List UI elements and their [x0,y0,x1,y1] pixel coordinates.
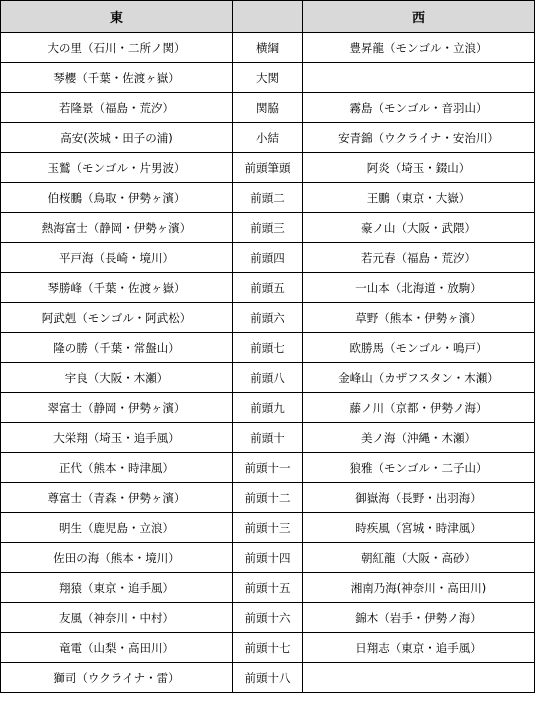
table-row [1,183,535,213]
west-wrestler-cell: 湘南乃海(神奈川・高田川) [303,573,535,603]
east-wrestler-cell: 獅司（ウクライナ・雷） [1,663,233,693]
rank-cell: 前頭十五 [233,573,303,603]
table-row [1,423,535,453]
rank-cell: 前頭十八 [233,663,303,693]
west-wrestler-cell: 豪ノ山（大阪・武隈） [303,213,535,243]
table-row [1,543,535,573]
rank-cell: 前頭筆頭 [233,153,303,183]
rank-cell: 前頭五 [233,273,303,303]
east-wrestler-cell: 玉鷲（モンゴル・片男波） [1,153,233,183]
table-row [1,393,535,423]
east-wrestler-cell: 翔猿（東京・追手風） [1,573,233,603]
east-wrestler-cell: 大の里（石川・二所ノ関） [1,33,233,63]
table-row [1,33,535,63]
header-west: 西 [303,1,535,33]
rank-cell: 前頭八 [233,363,303,393]
rank-cell: 横綱 [233,33,303,63]
west-wrestler-cell: 藤ノ川（京都・伊勢ノ海） [303,393,535,423]
east-wrestler-cell: 竜電（山梨・高田川） [1,633,233,663]
table-row [1,483,535,513]
rank-cell: 大関 [233,63,303,93]
table-row [1,303,535,333]
banzuke-body [1,33,535,693]
west-wrestler-cell: 錦木（岩手・伊勢ノ海） [303,603,535,633]
west-wrestler-cell: 草野（熊本・伊勢ヶ濱） [303,303,535,333]
rank-cell: 前頭六 [233,303,303,333]
west-wrestler-cell: 金峰山（カザフスタン・木瀬） [303,363,535,393]
rank-cell: 前頭十 [233,423,303,453]
east-wrestler-cell: 隆の勝（千葉・常盤山） [1,333,233,363]
east-wrestler-cell: 若隆景（福島・荒汐） [1,93,233,123]
east-wrestler-cell: 宇良（大阪・木瀬） [1,363,233,393]
west-wrestler-cell: 日翔志（東京・追手風） [303,633,535,663]
east-wrestler-cell: 大栄翔（埼玉・追手風） [1,423,233,453]
table-row [1,663,535,693]
east-wrestler-cell: 平戸海（長崎・境川） [1,243,233,273]
west-wrestler-cell: 時疾風（宮城・時津風） [303,513,535,543]
rank-cell: 前頭三 [233,213,303,243]
table-row [1,573,535,603]
west-wrestler-cell: 王鵬（東京・大嶽） [303,183,535,213]
west-wrestler-cell: 霧島（モンゴル・音羽山） [303,93,535,123]
east-wrestler-cell: 友風（神奈川・中村） [1,603,233,633]
table-row [1,153,535,183]
rank-cell: 前頭十一 [233,453,303,483]
rank-cell: 前頭十三 [233,513,303,543]
rank-cell: 前頭四 [233,243,303,273]
table-row [1,93,535,123]
west-wrestler-cell: 美ノ海（沖縄・木瀬） [303,423,535,453]
rank-cell: 前頭十七 [233,633,303,663]
table-row [1,633,535,663]
table-row [1,123,535,153]
table-row [1,213,535,243]
west-wrestler-cell: 狼雅（モンゴル・二子山） [303,453,535,483]
west-wrestler-cell [303,63,535,93]
rank-cell: 小結 [233,123,303,153]
header-rank [233,1,303,33]
table-row [1,363,535,393]
east-wrestler-cell: 佐田の海（熊本・境川） [1,543,233,573]
rank-cell: 前頭十六 [233,603,303,633]
east-wrestler-cell: 熱海富士（静岡・伊勢ヶ濱） [1,213,233,243]
west-wrestler-cell: 一山本（北海道・放駒） [303,273,535,303]
east-wrestler-cell: 翠富士（静岡・伊勢ヶ濱） [1,393,233,423]
east-wrestler-cell: 明生（鹿児島・立浪） [1,513,233,543]
header-east: 東 [1,1,233,33]
rank-cell: 前頭七 [233,333,303,363]
west-wrestler-cell: 阿炎（埼玉・錣山） [303,153,535,183]
east-wrestler-cell: 琴勝峰（千葉・佐渡ヶ嶽） [1,273,233,303]
east-wrestler-cell: 琴櫻（千葉・佐渡ヶ嶽） [1,63,233,93]
rank-cell: 前頭十二 [233,483,303,513]
west-wrestler-cell: 朝紅龍（大阪・高砂） [303,543,535,573]
table-row [1,603,535,633]
rank-cell: 前頭十四 [233,543,303,573]
west-wrestler-cell: 御嶽海（長野・出羽海） [303,483,535,513]
east-wrestler-cell: 阿武剋（モンゴル・阿武松） [1,303,233,333]
table-row [1,333,535,363]
east-wrestler-cell: 伯桜鵬（鳥取・伊勢ヶ濱） [1,183,233,213]
east-wrestler-cell: 高安(茨城・田子の浦) [1,123,233,153]
west-wrestler-cell [303,663,535,693]
header-row [1,1,535,33]
table-row [1,513,535,543]
table-row [1,273,535,303]
east-wrestler-cell: 正代（熊本・時津風） [1,453,233,483]
table-row [1,243,535,273]
west-wrestler-cell: 若元春（福島・荒汐） [303,243,535,273]
west-wrestler-cell: 欧勝馬（モンゴル・鳴戸） [303,333,535,363]
rank-cell: 前頭九 [233,393,303,423]
east-wrestler-cell: 尊富士（青森・伊勢ヶ濱） [1,483,233,513]
table-row [1,63,535,93]
table-row [1,453,535,483]
west-wrestler-cell: 安青錦（ウクライナ・安治川） [303,123,535,153]
rank-cell: 関脇 [233,93,303,123]
rank-cell: 前頭二 [233,183,303,213]
west-wrestler-cell: 豊昇龍（モンゴル・立浪） [303,33,535,63]
